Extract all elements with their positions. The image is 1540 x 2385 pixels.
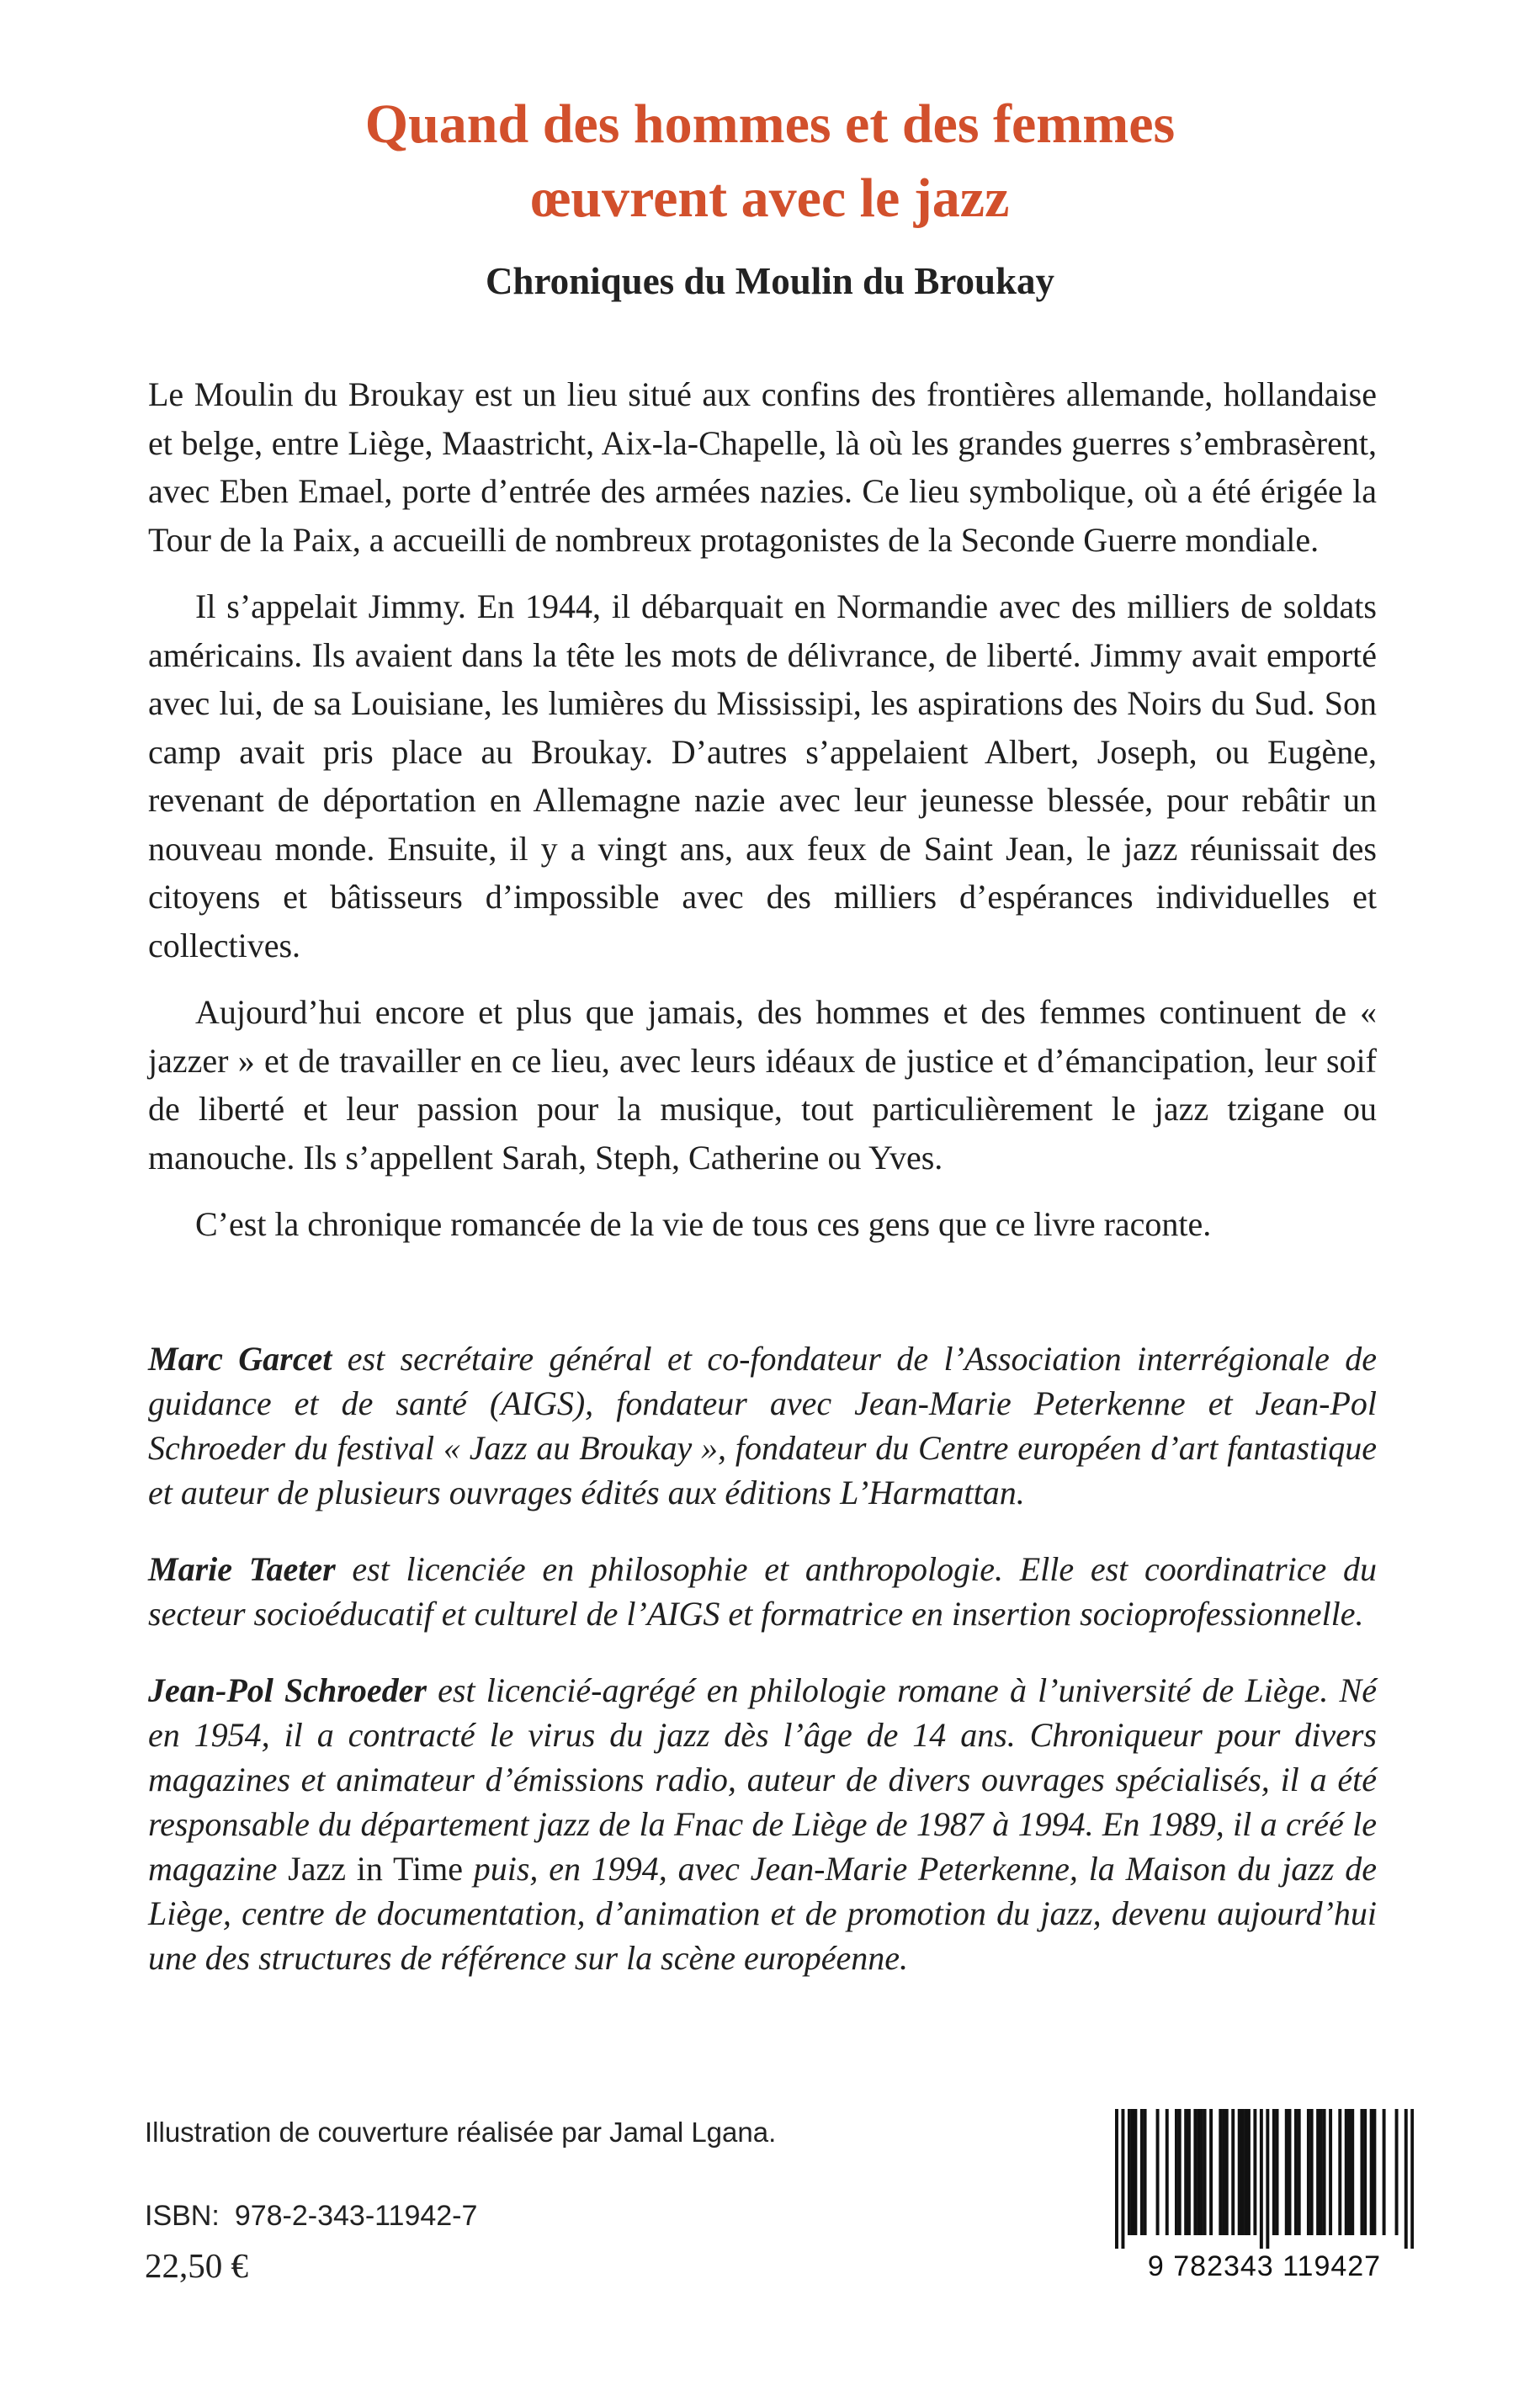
barcode-digits: 9 782343 119427 xyxy=(1147,2250,1382,2282)
isbn-value: 978-2-343-11942-7 xyxy=(234,2200,478,2232)
barcode-bar xyxy=(1131,2109,1134,2235)
summary-paragraph: Le Moulin du Broukay est un lieu situé aux confins des frontières allemande, hollandaise et belge, entre Liège, Maastricht, Aix-la-Chapelle, là où les grandes guerres s’embrasèrent, avec Eben Emael, porte d’entrée des armées nazies. Ce lieu symbolique, où a été érigée la Tour de la Paix, a accueilli de nombreux protagonistes de la Seconde Guerre mondiale. xyxy=(148,375,1377,559)
barcode-bar xyxy=(1323,2109,1326,2235)
barcode-bar xyxy=(1294,2109,1298,2235)
price: 22,50 € xyxy=(145,2246,248,2285)
barcode-bar xyxy=(1298,2109,1301,2235)
barcode-bar xyxy=(1193,2109,1197,2235)
barcode-bar xyxy=(1178,2109,1182,2235)
book-subtitle: Chroniques du Moulin du Broukay xyxy=(485,260,1055,302)
author-bio-text: est licencié-agrégé en philologie romane à l’université de Liège. Né en 1954, il a contracté le virus du jazz dès l’âge de 14 ans. Chroniqueur pour divers magazines et animateur d’émissions radio, auteur de divers ouvrages spécialisés, il a été responsable du département jazz de la Fnac de Liège de 1987 à 1994. En 1989, il a créé le magazine xyxy=(148,1671,1377,1888)
barcode-bar xyxy=(1316,2109,1320,2235)
barcode-bar xyxy=(1345,2109,1348,2235)
isbn-label: ISBN: xyxy=(145,2200,220,2232)
barcode-bar xyxy=(1238,2109,1241,2235)
barcode-bar xyxy=(1272,2109,1276,2235)
barcode-bar xyxy=(1219,2109,1222,2235)
barcode-bar xyxy=(1307,2109,1310,2235)
barcode-bar xyxy=(1244,2109,1247,2235)
barcode-bar xyxy=(1225,2109,1229,2235)
book-title-line-2: œuvrent avec le jazz xyxy=(530,167,1010,229)
summary-paragraph: C’est la chronique romancée de la vie de tous ces gens que ce livre raconte. xyxy=(195,1205,1212,1243)
barcode-bar xyxy=(1288,2109,1292,2235)
barcode-bar xyxy=(1203,2109,1207,2235)
barcode-bar xyxy=(1363,2109,1367,2235)
author-bio xyxy=(148,1336,1377,1515)
barcode-bar xyxy=(1144,2109,1147,2235)
barcode-bar xyxy=(1370,2109,1373,2235)
barcode-bar xyxy=(1253,2109,1256,2235)
barcode-bar xyxy=(1200,2109,1203,2235)
barcode-bar xyxy=(1184,2109,1187,2235)
barcode-bar xyxy=(1338,2109,1341,2235)
barcode-bar xyxy=(1209,2109,1213,2235)
barcode-bar xyxy=(1175,2109,1178,2235)
barcode-bar xyxy=(1197,2109,1200,2235)
barcode-bar xyxy=(1348,2109,1351,2235)
author-name: Marc Garcet xyxy=(148,1340,332,1378)
book-title-line-1: Quand des hommes et des femmes xyxy=(364,93,1176,155)
author-bio xyxy=(148,1547,1377,1636)
barcode-bar xyxy=(1134,2109,1137,2235)
barcode-bar xyxy=(1240,2109,1244,2235)
barcode-bar xyxy=(1128,2109,1131,2235)
barcode-bar xyxy=(1140,2109,1144,2235)
isbn xyxy=(145,2200,477,2233)
barcode-bar xyxy=(1222,2109,1225,2235)
barcode-bars xyxy=(1115,2109,1414,2249)
barcode-bar xyxy=(1320,2109,1323,2235)
barcode-bar xyxy=(1187,2109,1191,2235)
summary-paragraph: Il s’appelait Jimmy. En 1944, il débarquait en Normandie avec des milliers de soldats américains. Ils avaient dans la tête les mots de délivrance, de liberté. Jimmy avait emporté avec lui, de sa Louisiane, les lumières du Mississipi, les aspirations des Noirs du Sud. Son camp avait pris place au Broukay. D’autres s’appelaient Albert, Joseph, ou Eugène, revenant de déportation en Allemagne nazie avec leur jeunesse blessée, pour rebâtir un nouveau monde. Ensuite, il y a vingt ans, aux feux de Saint Jean, le jazz réunissait des citoyens et bâtisseurs d’impossible avec des milliers d’espérances individuelles et collectives. xyxy=(148,587,1377,964)
author-bio xyxy=(148,1668,1377,1980)
magazine-title: Jazz in Time xyxy=(288,1850,463,1888)
barcode-bar xyxy=(1266,2109,1269,2249)
author-bio-text: est licenciée en philosophie et anthropologie. Elle est coordinatrice du secteur socioéducatif et culturel de l’AIGS et formatrice en insertion socioprofessionnelle. xyxy=(148,1550,1377,1633)
barcode-bar xyxy=(1260,2109,1263,2249)
author-bios xyxy=(148,1336,1377,2012)
barcode xyxy=(1115,2109,1414,2287)
barcode-bar xyxy=(1115,2109,1118,2249)
author-name: Marie Taeter xyxy=(148,1550,336,1588)
barcode-bar xyxy=(1351,2109,1354,2235)
barcode-bar xyxy=(1247,2109,1251,2235)
barcode-bar xyxy=(1276,2109,1279,2235)
summary xyxy=(148,370,1377,1267)
illustration-credit: Illustration de couverture réalisée par Jamal Lgana. xyxy=(145,2117,777,2148)
summary-paragraph: Aujourd’hui encore et plus que jamais, des hommes et des femmes continuent de « jazzer » et de travailler en ce lieu, avec leurs idéaux de justice et d’émancipation, leur soif de liberté et leur passion pour la musique, tout particulièrement le jazz tzigane ou manouche. Ils s’appellent Sarah, Steph, Catherine ou Yves. xyxy=(148,993,1377,1177)
barcode-bar xyxy=(1383,2109,1386,2235)
barcode-bar xyxy=(1360,2109,1363,2235)
author-name: Jean-Pol Schroeder xyxy=(148,1671,427,1709)
barcode-bar xyxy=(1121,2109,1124,2249)
barcode-bar xyxy=(1410,2109,1414,2249)
barcode-bar xyxy=(1373,2109,1376,2235)
barcode-bar xyxy=(1329,2109,1332,2235)
author-bio-text: puis, en 1994, avec Jean-Marie Peterkenne, la Maison du jazz de Liège, centre de documentation, d’animation et de promotion du jazz, devenu aujourd’hui une des structures de référence sur la scène européenne. xyxy=(148,1850,1377,1977)
barcode-bar xyxy=(1156,2109,1160,2235)
barcode-bar xyxy=(1310,2109,1314,2235)
barcode-bar xyxy=(1405,2109,1408,2249)
author-bio-text: est secrétaire général et co-fondateur de l’Association interrégionale de guidance et de santé (AIGS), fondateur avec Jean-Marie Peterkenne et Jean-Pol Schroeder du festival « Jazz au Broukay », fondateur du Centre européen d’art fantastique et auteur de plusieurs ouvrages édités aux éditions L’Harmattan. xyxy=(148,1340,1378,1511)
barcode-bar xyxy=(1166,2109,1169,2235)
barcode-bar xyxy=(1395,2109,1399,2235)
barcode-bar xyxy=(1285,2109,1288,2235)
barcode-bar xyxy=(1231,2109,1235,2235)
